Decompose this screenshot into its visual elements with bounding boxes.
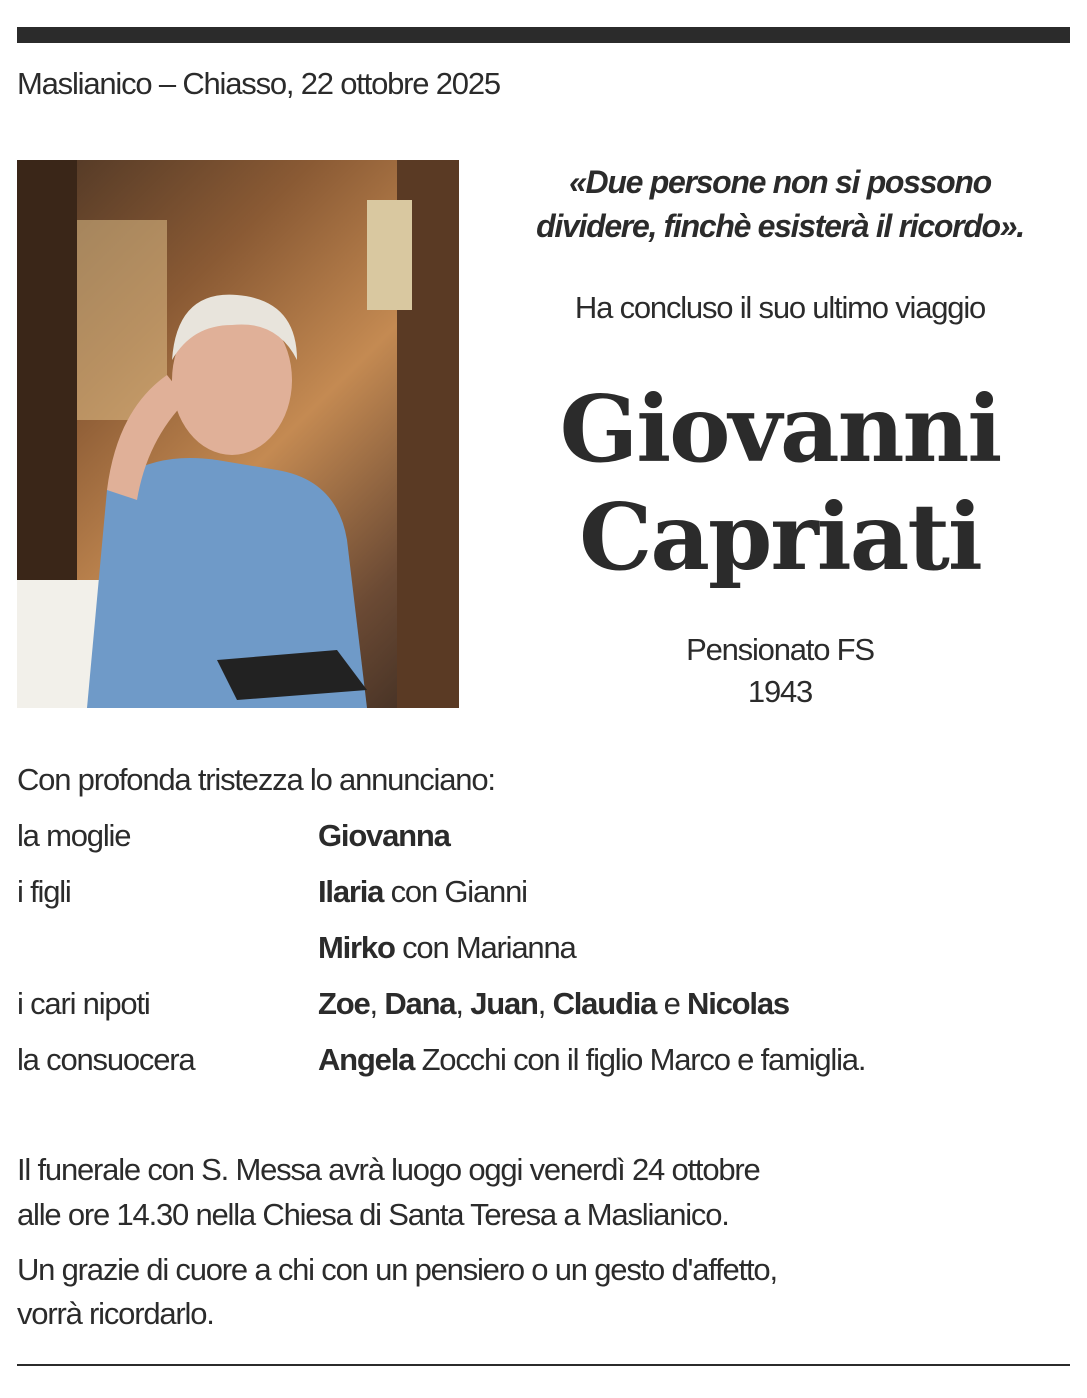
deceased-name <box>480 375 1080 591</box>
first-name: Giovanni <box>559 375 1001 483</box>
quote-line: dividere, finchè esisterà il ricordo». <box>536 208 1024 244</box>
intro-text: Ha concluso il suo ultimo viaggio <box>574 290 986 325</box>
text: con Marianna <box>394 930 576 965</box>
last-name: Capriati <box>579 483 981 591</box>
name: Nicolas <box>687 986 789 1021</box>
name: Zoe <box>318 986 370 1021</box>
birth-year: 1943 <box>747 674 813 709</box>
family-members <box>318 1042 865 1078</box>
name: Juan <box>470 986 538 1021</box>
name: Claudia <box>552 986 657 1021</box>
text: , <box>537 986 553 1021</box>
family-label: i cari nipoti <box>17 986 150 1021</box>
quote-line: «Due persone non si possono <box>569 164 991 200</box>
name: Ilaria <box>318 874 384 909</box>
top-rule <box>17 27 1070 43</box>
name: Dana <box>384 986 456 1021</box>
family-members <box>318 930 576 966</box>
thanks-line: vorrà ricordarlo. <box>17 1296 214 1331</box>
name: Angela <box>318 1042 415 1077</box>
family-label: la moglie <box>17 818 131 853</box>
funeral-line: Il funerale con S. Messa avrà luogo oggi venerdì 24 ottobre <box>17 1152 760 1187</box>
text: e <box>656 986 688 1021</box>
family-members <box>318 986 789 1022</box>
text: Zocchi con il figlio Marco e famiglia. <box>414 1042 866 1077</box>
occupation: Pensionato FS <box>686 632 874 667</box>
family-label: la consuocera <box>17 1042 195 1077</box>
family-members <box>318 874 527 910</box>
place-date: Maslianico – Chiasso, 22 ottobre 2025 <box>17 66 500 101</box>
quote <box>480 160 1080 248</box>
funeral-line: alle ore 14.30 nella Chiesa di Santa Teresa a Maslianico. <box>17 1197 729 1232</box>
announcement: Con profonda tristezza lo annunciano: <box>17 762 495 797</box>
text: con Gianni <box>383 874 527 909</box>
name: Mirko <box>318 930 395 965</box>
name: Giovanna <box>318 818 450 853</box>
thanks-line: Un grazie di cuore a chi con un pensiero o un gesto d'affetto, <box>17 1252 777 1287</box>
family-members <box>318 818 450 854</box>
text: , <box>455 986 471 1021</box>
portrait-photo <box>17 160 459 708</box>
family-label: i figli <box>17 874 71 909</box>
text: , <box>369 986 385 1021</box>
bottom-rule <box>17 1364 1070 1366</box>
